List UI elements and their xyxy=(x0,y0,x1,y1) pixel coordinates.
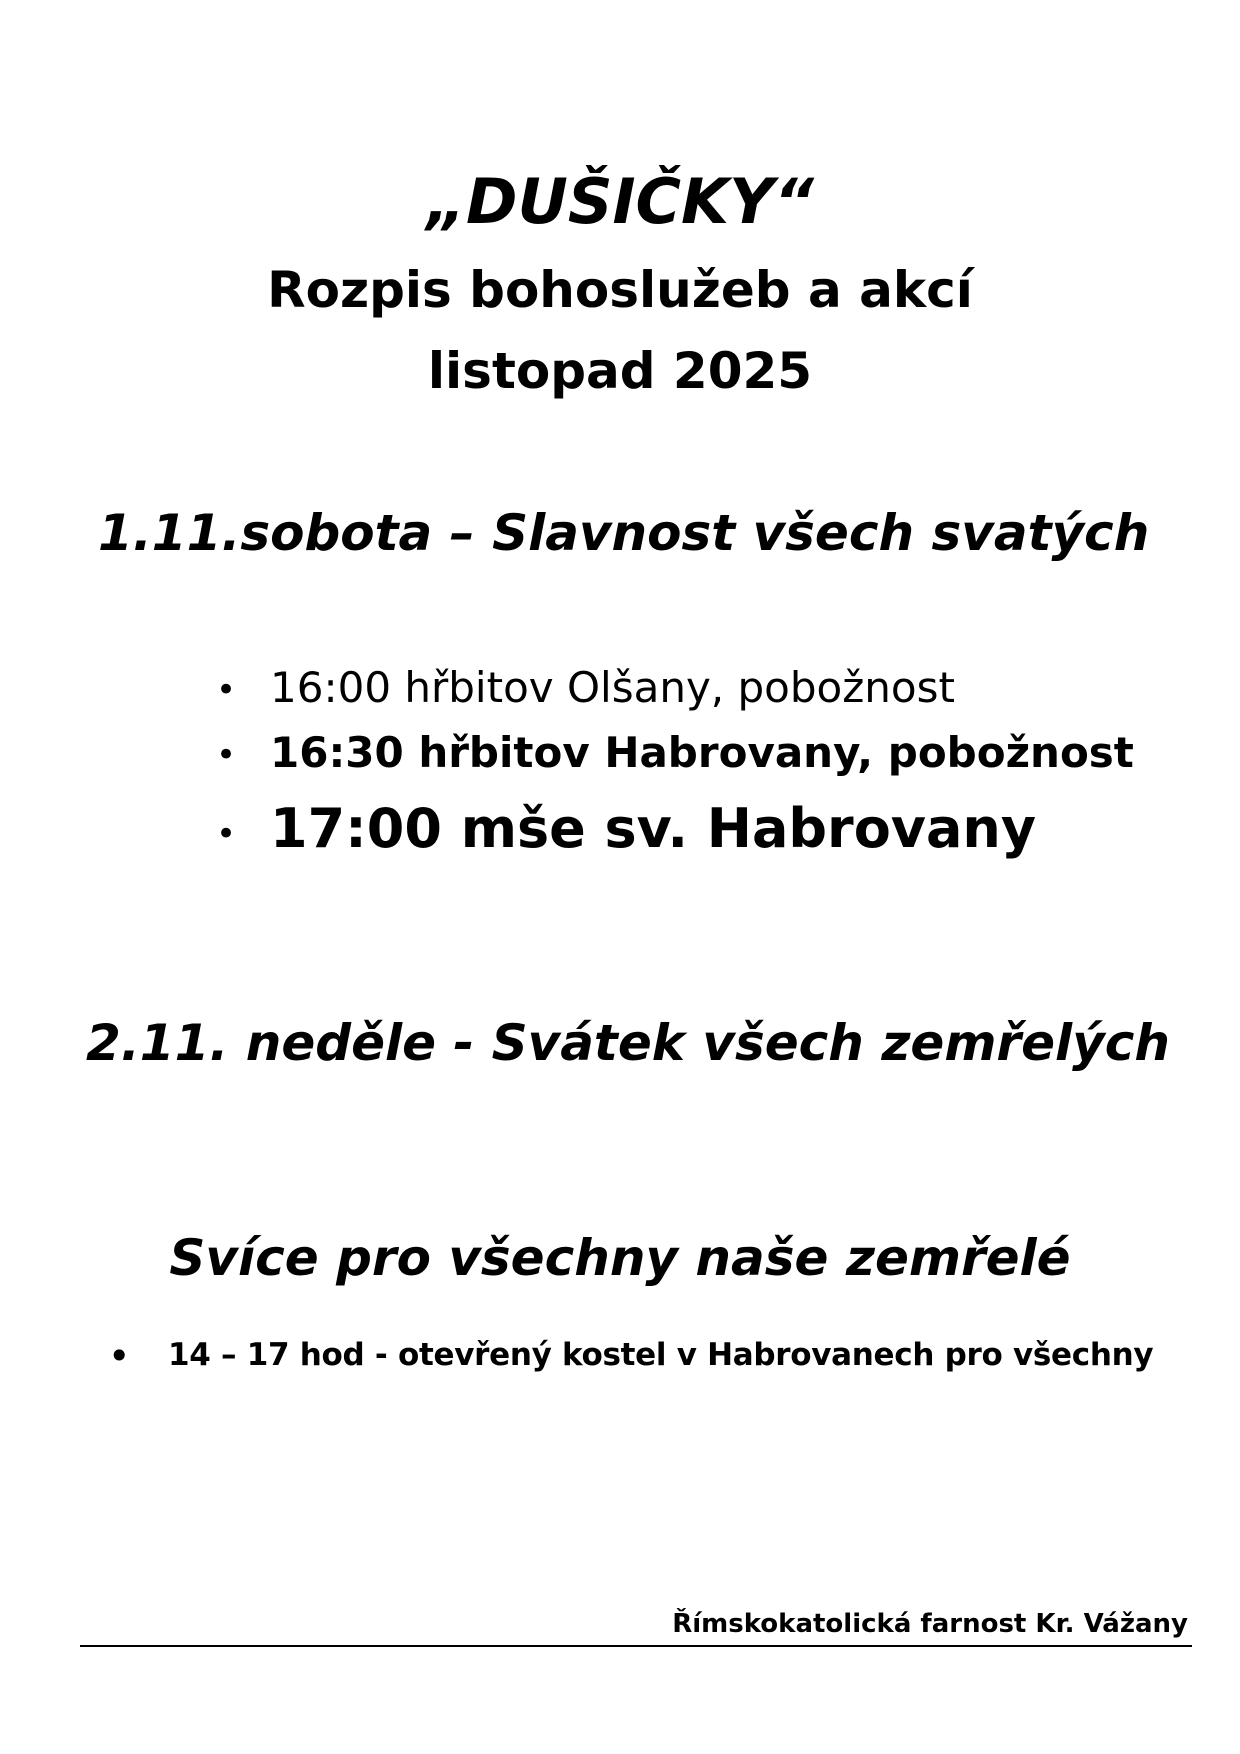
footer-parish-name: Římskokatolická farnost Kr. Vážany xyxy=(672,1609,1188,1639)
list-item: 16:00 hřbitov Olšany, pobožnost xyxy=(270,663,955,712)
list-item: 17:00 mše sv. Habrovany xyxy=(270,797,1037,860)
page-title: „DUŠIČKY“ xyxy=(426,165,814,238)
bullet-icon: • xyxy=(108,1334,131,1378)
page-subtitle-month: listopad 2025 xyxy=(427,342,813,400)
bullet-icon: • xyxy=(216,735,237,775)
section-heading-all-souls: 2.11. neděle - Svátek všech zemřelých xyxy=(86,1014,1170,1072)
section-heading-all-saints: 1.11.sobota – Slavnost všech svatých xyxy=(98,504,1150,562)
section-heading-candles: Svíce pro všechny naše zemřelé xyxy=(169,1229,1071,1287)
page-subtitle: Rozpis bohoslužeb a akcí xyxy=(267,261,973,319)
bullet-icon: • xyxy=(216,814,237,854)
list-item: 16:30 hřbitov Habrovany, pobožnost xyxy=(270,728,1134,777)
list-item: 14 – 17 hod - otevřený kostel v Habrovanech pro všechny xyxy=(168,1337,1154,1373)
footer-divider xyxy=(80,1645,1192,1647)
bullet-icon: • xyxy=(216,670,237,710)
